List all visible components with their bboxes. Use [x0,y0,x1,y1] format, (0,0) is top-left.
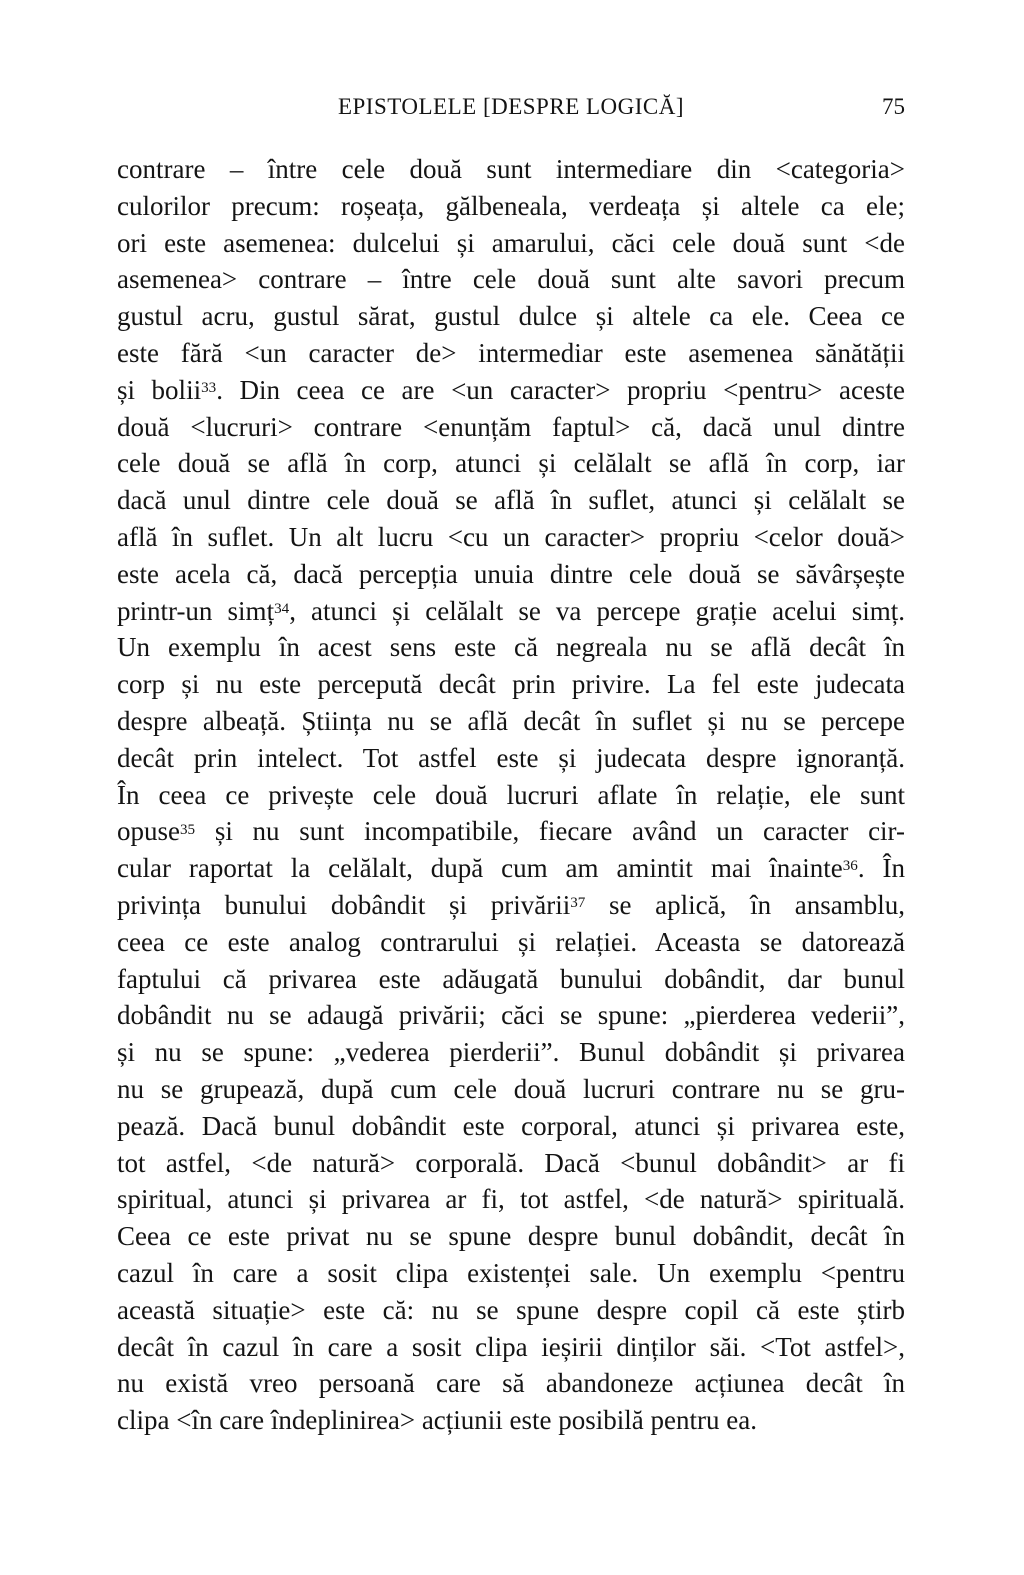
text-line: tot astfel, <de natură> corporală. Dacă <bunul dobândit> ar fi [117,1147,905,1178]
text-line: nu există vreo persoană care să abandoneze acțiunea decât în [117,1368,905,1399]
running-head-title: EPISTOLELE [DESPRE LOGICĂ] [337,94,685,119]
text-line: această situație> este că: nu se spune despre copil că este știrb [117,1294,905,1325]
text-line: nu se grupează, după cum cele două lucruri contrare nu se gru- [117,1073,905,1104]
footnote-reference: 35 [180,821,196,838]
text-line: corp și nu este percepută decât prin privire. La fel este judecata [117,669,905,700]
text-line: Ceea ce este privat nu se spune despre bunul dobândit, decât în [117,1221,905,1252]
text-line: despre albeață. Știința nu se află decât în suflet și nu se percepe [117,705,905,736]
text-line: clipa <în care îndeplinirea> acțiunii este posibilă pentru ea. [117,1405,757,1436]
text-line: cazul în care a sosit clipa existenței sale. Un exemplu <pentru [117,1257,905,1288]
footnote-reference: 36 [842,858,858,875]
text-line: decât în cazul în care a sosit clipa ieșirii dinților săi. <Tot astfel>, [117,1331,905,1362]
page-header [117,94,905,126]
text-line: spiritual, atunci și privarea ar fi, tot astfel, <de natură> spirituală. [117,1184,905,1215]
text-line: și bolii$^{33}$. Din ceea ce are <un caracter> propriu <pentru> aceste [117,374,905,405]
text-line: contrare – între cele două sunt intermediare din <categoria> [117,154,905,184]
text-line: culorilor precum: roșeața, gălbeneala, verdeața și altele ca ele; [117,190,905,221]
text-line: Un exemplu în acest sens este că negreala nu se află decât în [117,632,905,663]
text-line: dacă unul dintre cele două se află în suflet, atunci și celălalt se [117,485,905,516]
text-line: ori este asemenea: dulcelui și amarului, căci cele două sunt <de [117,227,905,258]
text-line: află în suflet. Un alt lucru <cu un caracter> propriu <celor două> [117,521,905,552]
text-line: este acela că, dacă percepția unuia dintre cele două se săvârșește [117,558,905,589]
page-number: 75 [882,94,905,119]
text-line: două <lucruri> contrare <enunțăm faptul> că, dacă unul dintre [117,411,905,442]
text-line: printr-un simț$^{34}$, atunci și celălalt se va percepe grație acelui simț. [117,595,905,626]
text-line: asemenea> contrare – între cele două sunt alte savori precum [117,264,905,295]
text-line: gustul acru, gustul sărat, gustul dulce și altele ca ele. Ceea ce [117,301,905,332]
text-line: ceea ce este analog contrarului și relației. Aceasta se datorează [117,926,905,957]
text-line: În ceea ce privește cele două lucruri aflate în relație, ele sunt [117,779,905,810]
text-line: este fără <un caracter de> intermediar este asemenea sănătății [117,337,905,368]
text-line: cele două se află în corp, atunci și celălalt se află în corp, iar [117,448,905,479]
text-line: privința bunului dobândit și privării$^{37}$ se aplică, în ansamblu, [117,889,905,920]
text-line: faptului că privarea este adăugată bunului dobândit, dar bunul [117,963,905,994]
text-line: cular raportat la celălalt, după cum am amintit mai înainte$^{36}$. În [117,853,905,884]
text-line: și nu se spune: „vederea pierderii”. Bunul dobândit și privarea [117,1037,905,1068]
text-line: pează. Dacă bunul dobândit este corporal, atunci și privarea este, [117,1110,905,1141]
body-text-block [117,151,905,1439]
text-line: opuse$^{35}$ și nu sunt incompatibile, fiecare având un caracter cir- [117,816,905,847]
text-line: decât prin intelect. Tot astfel este și judecata despre ignoranță. [117,742,905,773]
footnote-reference: 37 [570,895,586,912]
footnote-reference: 34 [274,600,290,617]
footnote-reference: 33 [201,379,217,396]
text-line: dobândit nu se adaugă privării; căci se spune: „pierderea vederii”, [117,1000,905,1031]
